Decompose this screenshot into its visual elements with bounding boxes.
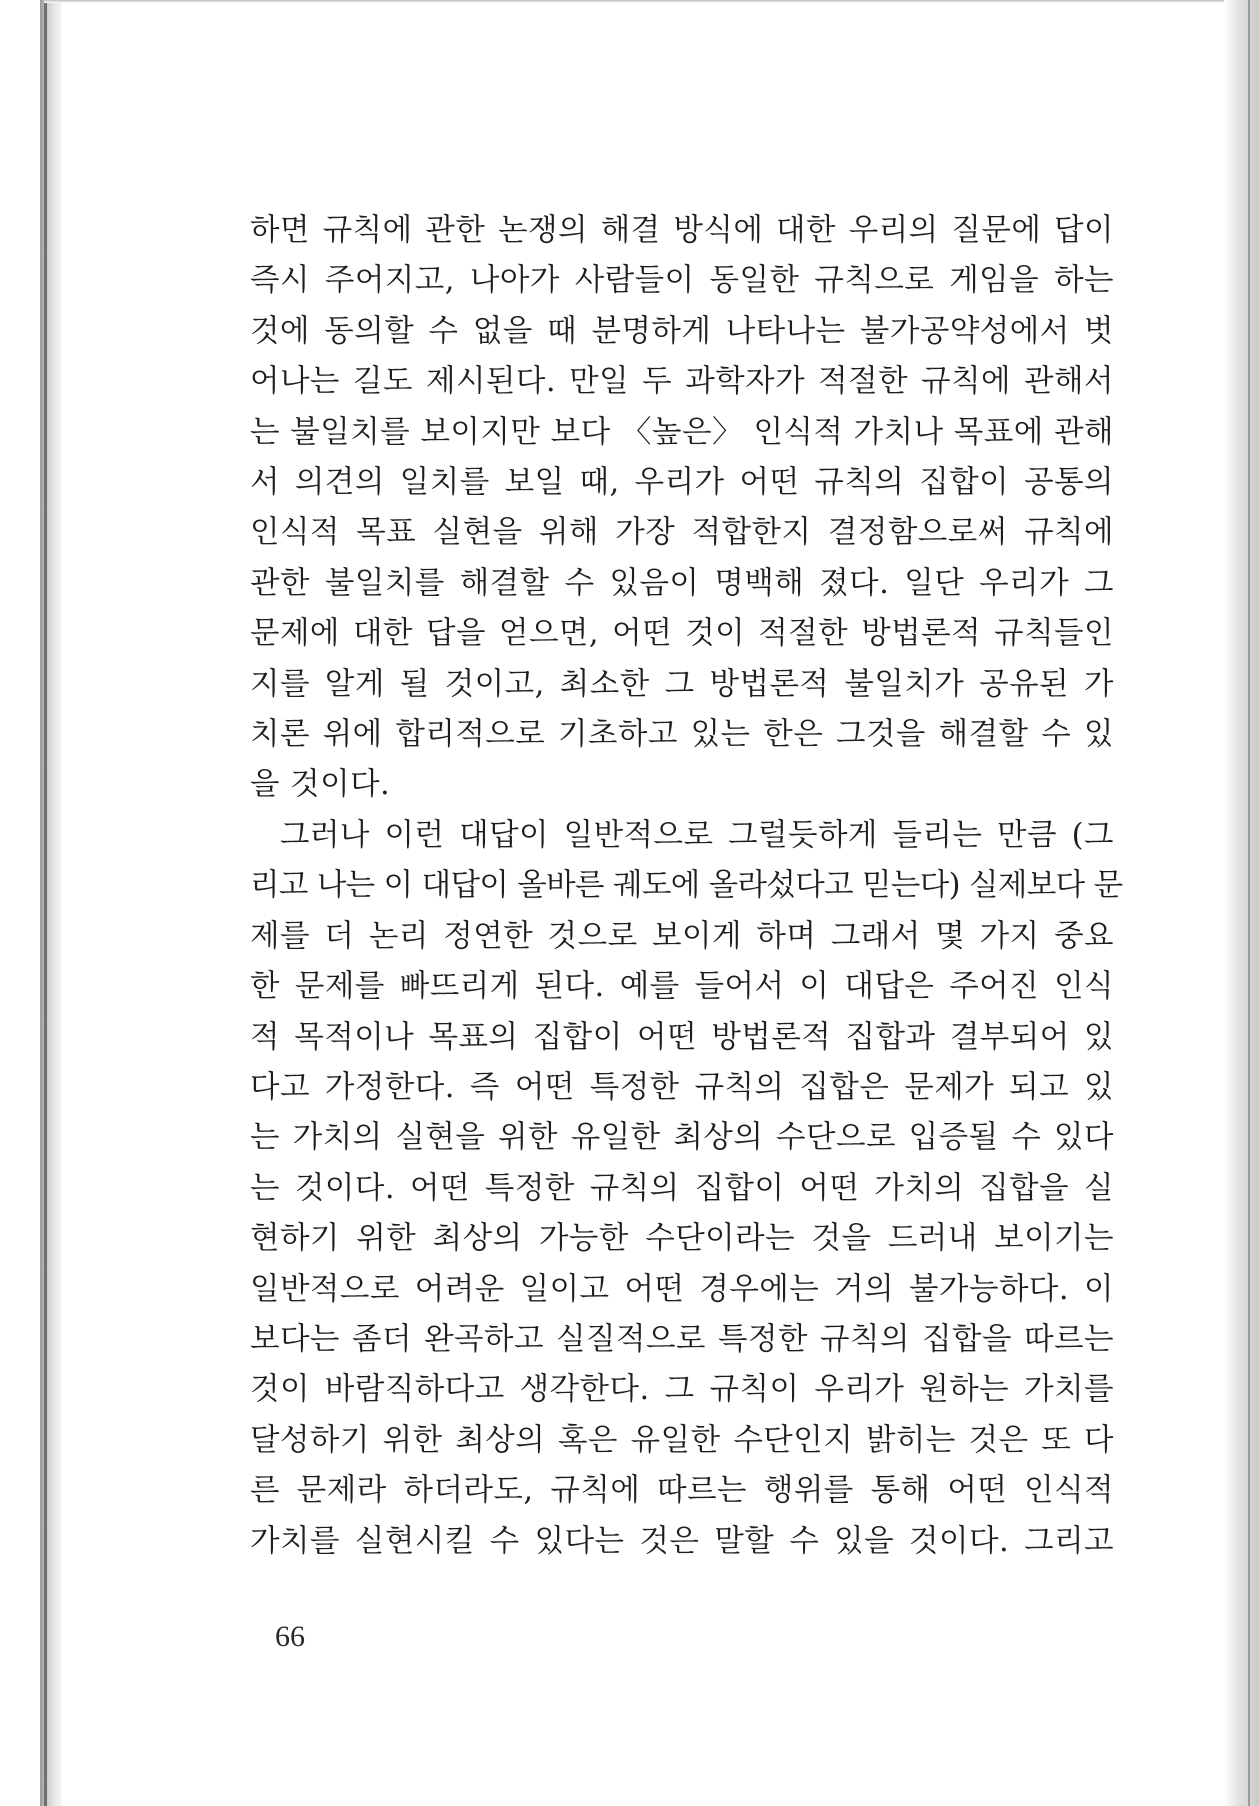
paragraph-1: [250, 206, 1114, 811]
text-line: 문제에 대한 답을 얻으면, 어떤 것이 적절한 방법론적 규칙들인: [250, 616, 1114, 652]
text-line: 는 것이다. 어떤 특정한 규칙의 집합이 어떤 가치의 집합을 실: [250, 1170, 1114, 1206]
text-line: 서 의견의 일치를 보일 때, 우리가 어떤 규칙의 집합이 공통의: [250, 465, 1114, 501]
text-line: 는 가치의 실현을 위한 유일한 최상의 수단으로 입증될 수 있다: [250, 1120, 1114, 1156]
page-edge-right: [1224, 0, 1259, 1806]
page-edge-right-line: [1248, 0, 1250, 1806]
text-line: 가치를 실현시킬 수 있다는 것은 말할 수 있을 것이다. 그리고: [250, 1523, 1114, 1559]
text-line: 보다는 좀더 완곡하고 실질적으로 특정한 규칙의 집합을 따르는: [250, 1321, 1114, 1357]
paragraph-2: [250, 811, 1123, 1567]
text-line: 지를 알게 될 것이고, 최소한 그 방법론적 불일치가 공유된 가: [250, 666, 1114, 702]
text-line: 다고 가정한다. 즉 어떤 특정한 규칙의 집합은 문제가 되고 있: [250, 1069, 1114, 1105]
text-line: 어나는 길도 제시된다. 만일 두 과학자가 적절한 규칙에 관해서: [250, 364, 1114, 400]
text-line: 치론 위에 합리적으로 기초하고 있는 한은 그것을 해결할 수 있: [250, 717, 1114, 753]
text-line: 달성하기 위한 최상의 혹은 유일한 수단인지 밝히는 것은 또 다: [250, 1422, 1114, 1458]
text-line: 는 불일치를 보이지만 보다 〈높은〉 인식적 가치나 목표에 관해: [250, 414, 1114, 450]
text-line: 리고 나는 이 대답이 올바른 궤도에 올라섰다고 믿는다) 실제보다 문: [250, 868, 1123, 904]
text-line: 을 것이다.: [250, 767, 391, 803]
text-line: 제를 더 논리 정연한 것으로 보이게 하며 그래서 몇 가지 중요: [250, 918, 1114, 954]
text-line: 른 문제라 하더라도, 규칙에 따르는 행위를 통해 어떤 인식적: [250, 1473, 1114, 1509]
text-line: 적 목적이나 목표의 집합이 어떤 방법론적 집합과 결부되어 있: [250, 1019, 1114, 1055]
page-edge-left-line: [44, 0, 47, 1806]
text-line: 한 문제를 빠뜨리게 된다. 예를 들어서 이 대답은 주어진 인식: [250, 969, 1114, 1005]
text-line: 즉시 주어지고, 나아가 사람들이 동일한 규칙으로 게임을 하는: [250, 263, 1114, 299]
text-line: 것이 바람직하다고 생각한다. 그 규칙이 우리가 원하는 가치를: [250, 1372, 1114, 1408]
page-number: 66: [275, 1620, 305, 1653]
page-edge-top: [44, 0, 1224, 3]
text-line: 그러나 이런 대답이 일반적으로 그럴듯하게 들리는 만큼 (그: [280, 817, 1114, 853]
body-text: [250, 206, 1123, 1567]
text-line: 일반적으로 어려운 일이고 어떤 경우에는 거의 불가능하다. 이: [250, 1271, 1114, 1307]
text-line: 하면 규칙에 관한 논쟁의 해결 방식에 대한 우리의 질문에 답이: [250, 213, 1114, 248]
text-line: 인식적 목표 실현을 위해 가장 적합한지 결정함으로써 규칙에: [250, 515, 1114, 551]
text-line: 관한 불일치를 해결할 수 있음이 명백해 졌다. 일단 우리가 그: [250, 565, 1114, 601]
text-line: 것에 동의할 수 없을 때 분명하게 나타나는 불가공약성에서 벗: [250, 313, 1114, 349]
text-line: 현하기 위한 최상의 가능한 수단이라는 것을 드러내 보이기는: [250, 1221, 1114, 1257]
